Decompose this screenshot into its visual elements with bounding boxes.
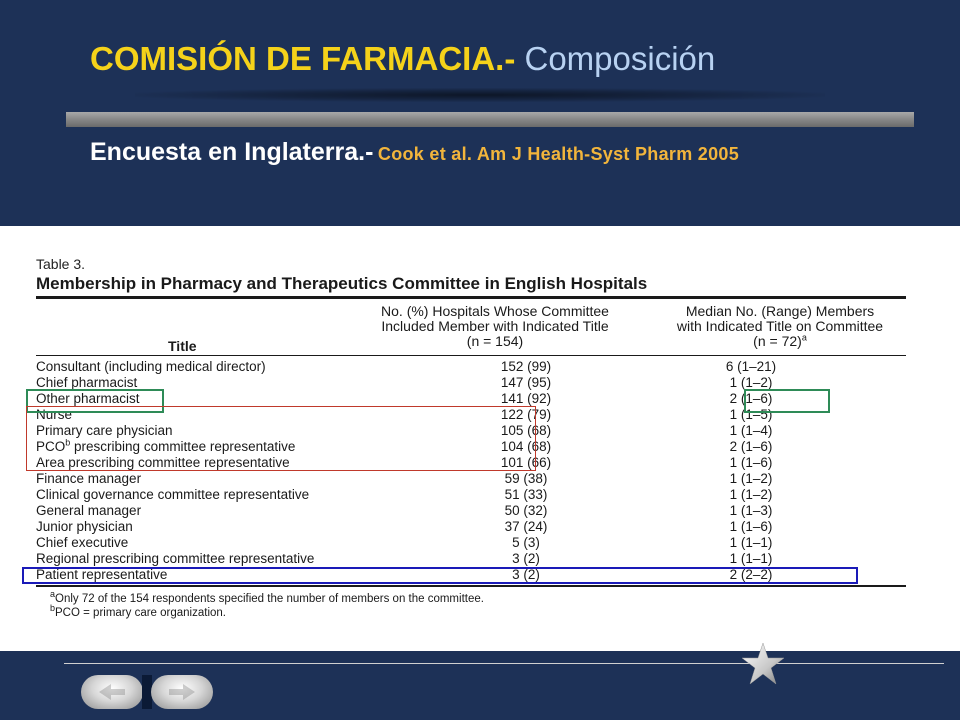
row-median-value: 6 (1–21) <box>725 359 777 374</box>
col3-header-line1: Median No. (Range) Members <box>685 303 875 319</box>
table-row <box>36 503 906 519</box>
row-title: Clinical governance committee representative <box>36 487 310 502</box>
row-hospitals-value: 50 (32) <box>504 503 548 518</box>
row-title-superscript: b <box>65 437 71 448</box>
row-median-value: 1 (1–3) <box>729 503 773 518</box>
table-title: Membership in Pharmacy and Therapeutics Committee in English Hospitals <box>36 274 648 293</box>
col2-header-line1: No. (%) Hospitals Whose Committee <box>381 303 609 319</box>
footnote-a-mark: a <box>50 589 56 600</box>
row-median-value: 1 (1–1) <box>729 535 773 550</box>
row-median-value: 2 (2–2) <box>729 567 773 582</box>
previous-slide-button[interactable] <box>81 675 143 709</box>
row-median-value: 1 (1–4) <box>729 423 773 438</box>
survey-citation: Cook et al. Am J Health-Syst Pharm 2005 <box>377 144 740 164</box>
row-title: Nurse <box>36 407 73 422</box>
table-row <box>36 535 906 551</box>
row-hospitals-value: 51 (33) <box>504 487 548 502</box>
col3-n-label: (n = 72) <box>753 333 802 349</box>
slide-title <box>90 40 715 78</box>
row-hospitals-value: 3 (2) <box>512 551 540 566</box>
col2-header-line3 <box>360 334 630 349</box>
row-title: Finance manager <box>36 471 142 486</box>
table-row <box>36 359 906 375</box>
footnote-b-mark: b <box>50 603 56 614</box>
table-image-panel <box>0 226 960 651</box>
slide-title-main: COMISIÓN DE FARMACIA.- <box>90 40 516 77</box>
col3-header-line2: with Indicated Title on Committee <box>676 318 884 334</box>
row-median-value: 1 (1–6) <box>729 519 773 534</box>
row-title: Chief pharmacist <box>36 375 138 390</box>
row-title: Primary care physician <box>36 423 173 438</box>
col3-superscript: a <box>801 332 807 343</box>
row-hospitals-value: 122 (79) <box>500 407 552 422</box>
col2-n-label: (n = 154) <box>466 333 524 349</box>
column-header-hospitals <box>360 304 630 349</box>
row-hospitals-value: 141 (92) <box>500 391 552 406</box>
footnote-a <box>50 589 484 605</box>
column-header-median <box>655 304 905 349</box>
arrow-right-icon <box>151 675 213 709</box>
row-median-value: 2 (1–6) <box>729 391 773 406</box>
row-median-value: 2 (1–6) <box>729 439 773 454</box>
row-hospitals-value: 147 (95) <box>500 375 552 390</box>
table-row <box>36 551 906 567</box>
survey-lead: Encuesta en Inglaterra.- <box>90 138 374 166</box>
row-title: Junior physician <box>36 519 133 534</box>
footnote-b <box>50 603 226 619</box>
table-bottom-rule <box>36 585 906 587</box>
table-row <box>36 487 906 503</box>
row-median-value: 1 (1–2) <box>729 375 773 390</box>
row-title: Consultant (including medical director) <box>36 359 266 374</box>
row-hospitals-value: 105 (68) <box>500 423 552 438</box>
col2-header-line2: Included Member with Indicated Title <box>381 318 609 334</box>
row-title-prefix: PCO <box>36 439 66 454</box>
next-slide-button[interactable] <box>151 675 213 709</box>
table-row <box>36 519 906 535</box>
row-title: Chief executive <box>36 535 129 550</box>
column-header-title: Title <box>168 338 197 354</box>
table-caption: Table 3. <box>36 256 86 272</box>
row-title: Patient representative <box>36 567 168 582</box>
row-median-value: 1 (1–5) <box>729 407 773 422</box>
footnote-b-text: PCO = primary care organization. <box>55 607 226 619</box>
row-title: Other pharmacist <box>36 391 140 406</box>
row-hospitals-value: 59 (38) <box>504 471 548 486</box>
row-hospitals-value: 37 (24) <box>504 519 548 534</box>
slide-title-sub: Composición <box>524 40 716 77</box>
star-icon <box>740 641 786 687</box>
table-top-rule <box>36 296 906 299</box>
row-median-value: 1 (1–1) <box>729 551 773 566</box>
table-row <box>36 471 906 487</box>
footer-divider <box>64 663 944 664</box>
arrow-left-icon <box>81 675 143 709</box>
row-title: Regional prescribing committee representative <box>36 551 315 566</box>
row-median-value: 1 (1–2) <box>729 471 773 486</box>
header-bottom-rule <box>36 355 906 356</box>
row-hospitals-value: 3 (2) <box>512 567 540 582</box>
title-divider-bar <box>66 112 914 127</box>
row-hospitals-value: 101 (66) <box>500 455 552 470</box>
row-title-suffix: prescribing committee representative <box>70 439 296 454</box>
highlight-box-patient-representative <box>22 567 858 584</box>
row-hospitals-value: 152 (99) <box>500 359 552 374</box>
footnote-a-text: Only 72 of the 154 respondents specified the number of members on the committee. <box>55 593 484 605</box>
row-median-value: 1 (1–2) <box>729 487 773 502</box>
row-hospitals-value: 104 (68) <box>500 439 552 454</box>
title-shadow <box>135 88 825 102</box>
row-hospitals-value: 5 (3) <box>512 535 540 550</box>
row-title: Area prescribing committee representative <box>36 455 290 470</box>
highlight-box-nurse-to-area <box>26 406 536 471</box>
col3-header-line3 <box>655 334 905 349</box>
row-title: General manager <box>36 503 142 518</box>
survey-subtitle <box>90 138 739 167</box>
highlight-box-other-pharmacist-median <box>744 389 830 413</box>
row-median-value: 1 (1–6) <box>729 455 773 470</box>
